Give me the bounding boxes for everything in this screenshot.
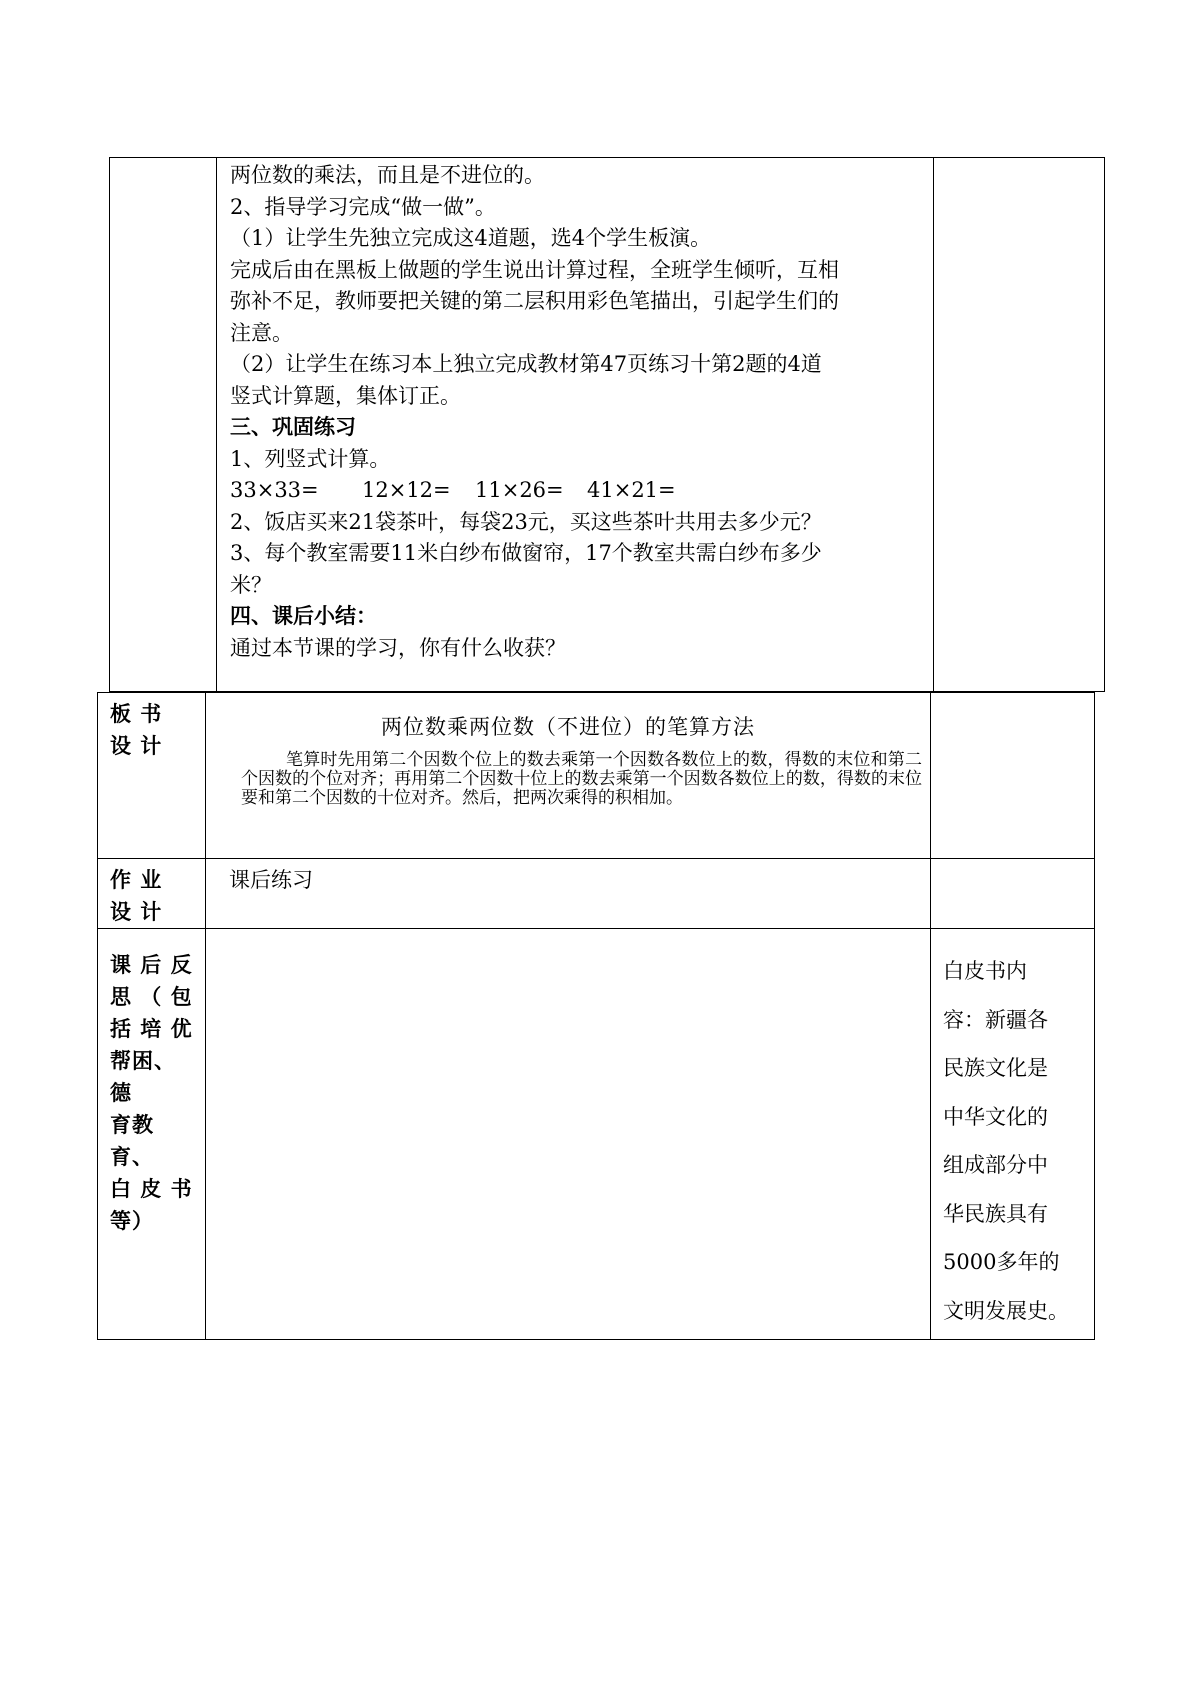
practice-line: 米？ [230,572,272,597]
board-design-cell [206,693,931,859]
summary-line: 通过本节课的学习，你有什么收获？ [230,635,566,660]
equation-row [230,475,923,507]
practice-line: 2、饭店买来21袋茶叶，每袋23元，买这些茶叶共用去多少元？ [230,509,822,534]
homework-content: 课后练习 [229,868,313,892]
equation: 41×21= [587,478,676,502]
reflection-label: 帮困、德 [110,1049,176,1105]
board-design-body: 笔算时先用第二个因数个位上的数去乘第一个因数各数位上的数，得数的末位和第二个因数的个位对齐；再用第二个因数十位上的数去乘第一个因数各数位上的数，得数的末位要和第二个因数的十位对齐。然后，把两次乘得的积相加。 [241,750,922,808]
reflection-label: 括 培 优 [110,1017,193,1041]
reflection-label: 课 后 反 [110,953,193,977]
board-design-label-cell [98,693,206,859]
process-line: （2）让学生在练习本上独立完成教材第47页练习十第2题的4道 [230,352,822,376]
process-line: （1）让学生先独立完成这4道题，选4个学生板演。 [230,226,712,250]
note-line: 华民族具有 [943,1201,1048,1226]
section-heading-practice: 三、巩固练习 [230,415,356,439]
reflection-label: 等） [110,1209,154,1233]
board-design-image [206,711,930,808]
practice-line: 3、每个教室需要11米白纱布做窗帘，17个教室共需白纱布多少 [230,541,822,565]
section-heading-summary: 四、课后小结： [230,604,377,628]
reflection-label: 育教育、 [110,1113,154,1169]
upper-left-cell [110,158,217,692]
note-line: 文明发展史。 [943,1298,1069,1323]
process-line: 2、指导学习完成“做一做”。 [230,194,496,219]
reflection-label-cell [98,929,206,1340]
equation: 33×33= [230,478,319,502]
homework-label: 作 业 [110,868,163,892]
lesson-plan-table-upper [109,157,1105,692]
reflection-note-cell [931,929,1095,1340]
board-design-title: 两位数乘两位数（不进位）的笔算方法 [381,715,755,739]
board-design-label: 板 书 [110,702,163,726]
homework-remark-cell [931,859,1095,929]
process-line: 注意。 [230,320,293,345]
process-line: 两位数的乘法，而且是不进位的。 [230,163,545,187]
process-line: 竖式计算题，集体订正。 [230,383,461,408]
process-line: 完成后由在黑板上做题的学生说出计算过程，全班学生倾听，互相 [230,257,839,282]
board-design-label: 设 计 [110,734,163,758]
reflection-cell [206,929,931,1340]
note-line: 白皮书内 [943,959,1027,983]
homework-label-cell [98,859,206,929]
homework-label: 设 计 [110,900,163,924]
note-line: 中华文化的 [943,1104,1048,1129]
equation: 11×26= [475,478,564,502]
process-line: 弥补不足，教师要把关键的第二层积用彩色笔描出，引起学生们的 [230,289,839,313]
reflection-label: 白 皮 书 [110,1177,193,1201]
lesson-plan-table-lower [97,692,1095,1340]
homework-cell [206,859,931,929]
note-line: 5000多年的 [943,1250,1060,1274]
board-design-remark-cell [931,693,1095,859]
note-line: 民族文化是 [943,1056,1048,1080]
upper-right-cell [934,158,1105,692]
practice-line: 1、列竖式计算。 [230,446,391,471]
reflection-label: 思 （ 包 [110,985,193,1009]
note-line: 组成部分中 [943,1153,1048,1177]
note-line: 容：新疆各 [943,1007,1048,1032]
equation: 12×12= [362,478,451,502]
teaching-process-cell [217,158,934,692]
